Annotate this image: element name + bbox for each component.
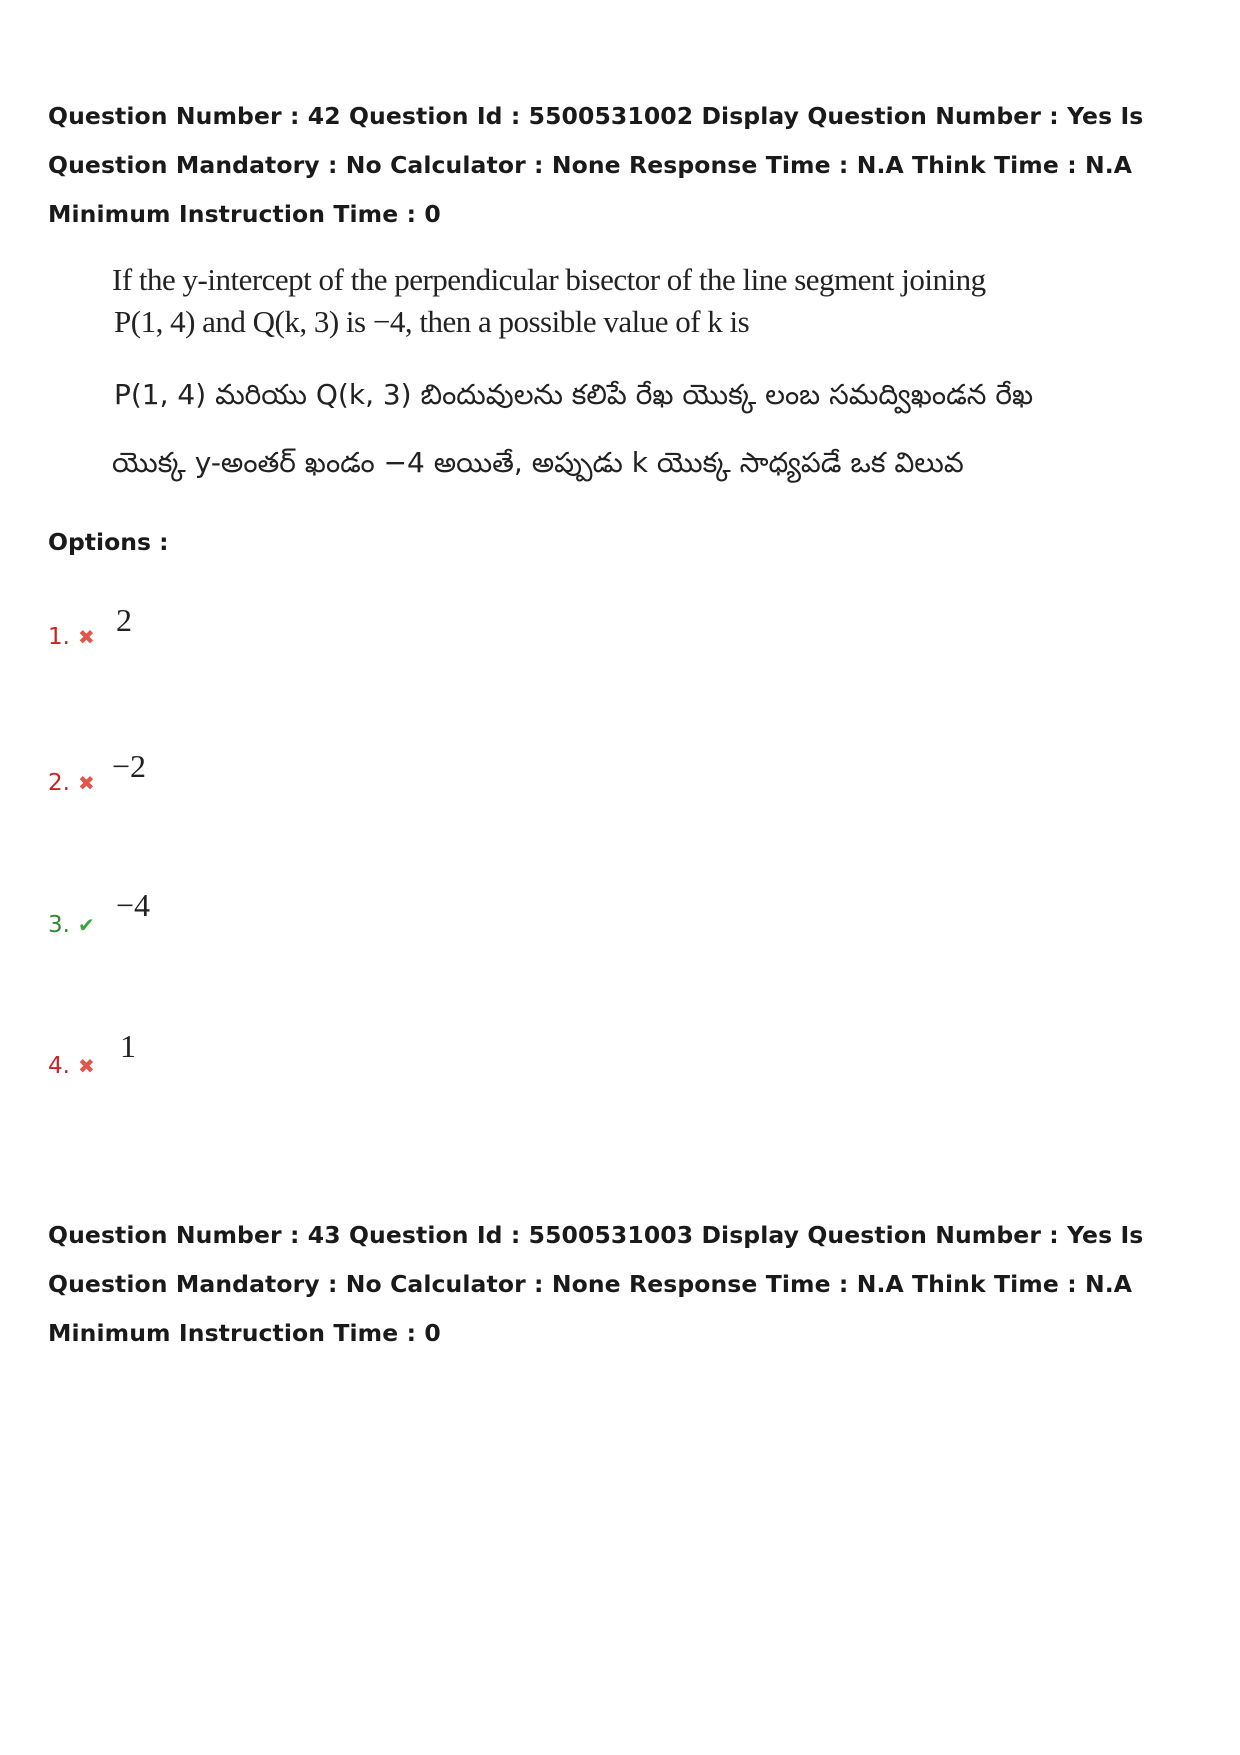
wrong-cross-icon: ✖: [78, 1054, 95, 1078]
wrong-cross-icon: ✖: [78, 771, 95, 795]
option-3: [48, 887, 448, 947]
option-number: 4.: [48, 1053, 70, 1079]
option-number: 2.: [48, 770, 70, 796]
option-2: [48, 748, 448, 808]
option-4: [48, 1028, 448, 1088]
wrong-cross-icon: ✖: [78, 625, 95, 649]
option-value: −2: [112, 748, 147, 784]
question-42-metadata: Question Number : 42 Question Id : 5500531002 Display Question Number : Yes Is Question Mandatory : No Calculator : None Response Time : N.A Think Time : N.A Minimum Instruction Time : 0: [48, 102, 1144, 228]
option-value: 2: [116, 602, 132, 638]
option-value: −4: [116, 887, 151, 923]
correct-check-icon: ✔: [78, 913, 95, 937]
question-english-line-2: P(1, 4) and Q(k, 3) is −4, then a possible value of k is: [114, 304, 750, 339]
options-heading: Options :: [48, 528, 169, 556]
option-number: 3.: [48, 912, 70, 938]
question-telugu-line-2: యొక్క y-అంతర్ ఖండం −4 అయితే, అప్పుడు k యొక్క సాధ్యపడే ఒక విలువ: [112, 446, 964, 479]
option-1: [48, 602, 448, 662]
question-telugu-line-1: P(1, 4) మరియు Q(k, 3) బిందువులను కలిపే రేఖ యొక్క లంబ సమద్విఖండన రేఖ: [114, 378, 1034, 411]
option-number: 1.: [48, 624, 70, 650]
question-english-line-1: If the y-intercept of the perpendicular bisector of the line segment joining: [112, 262, 986, 297]
question-43-metadata: Question Number : 43 Question Id : 5500531003 Display Question Number : Yes Is Question Mandatory : No Calculator : None Response Time : N.A Think Time : N.A Minimum Instruction Time : 0: [48, 1221, 1144, 1347]
option-value: 1: [120, 1028, 136, 1064]
